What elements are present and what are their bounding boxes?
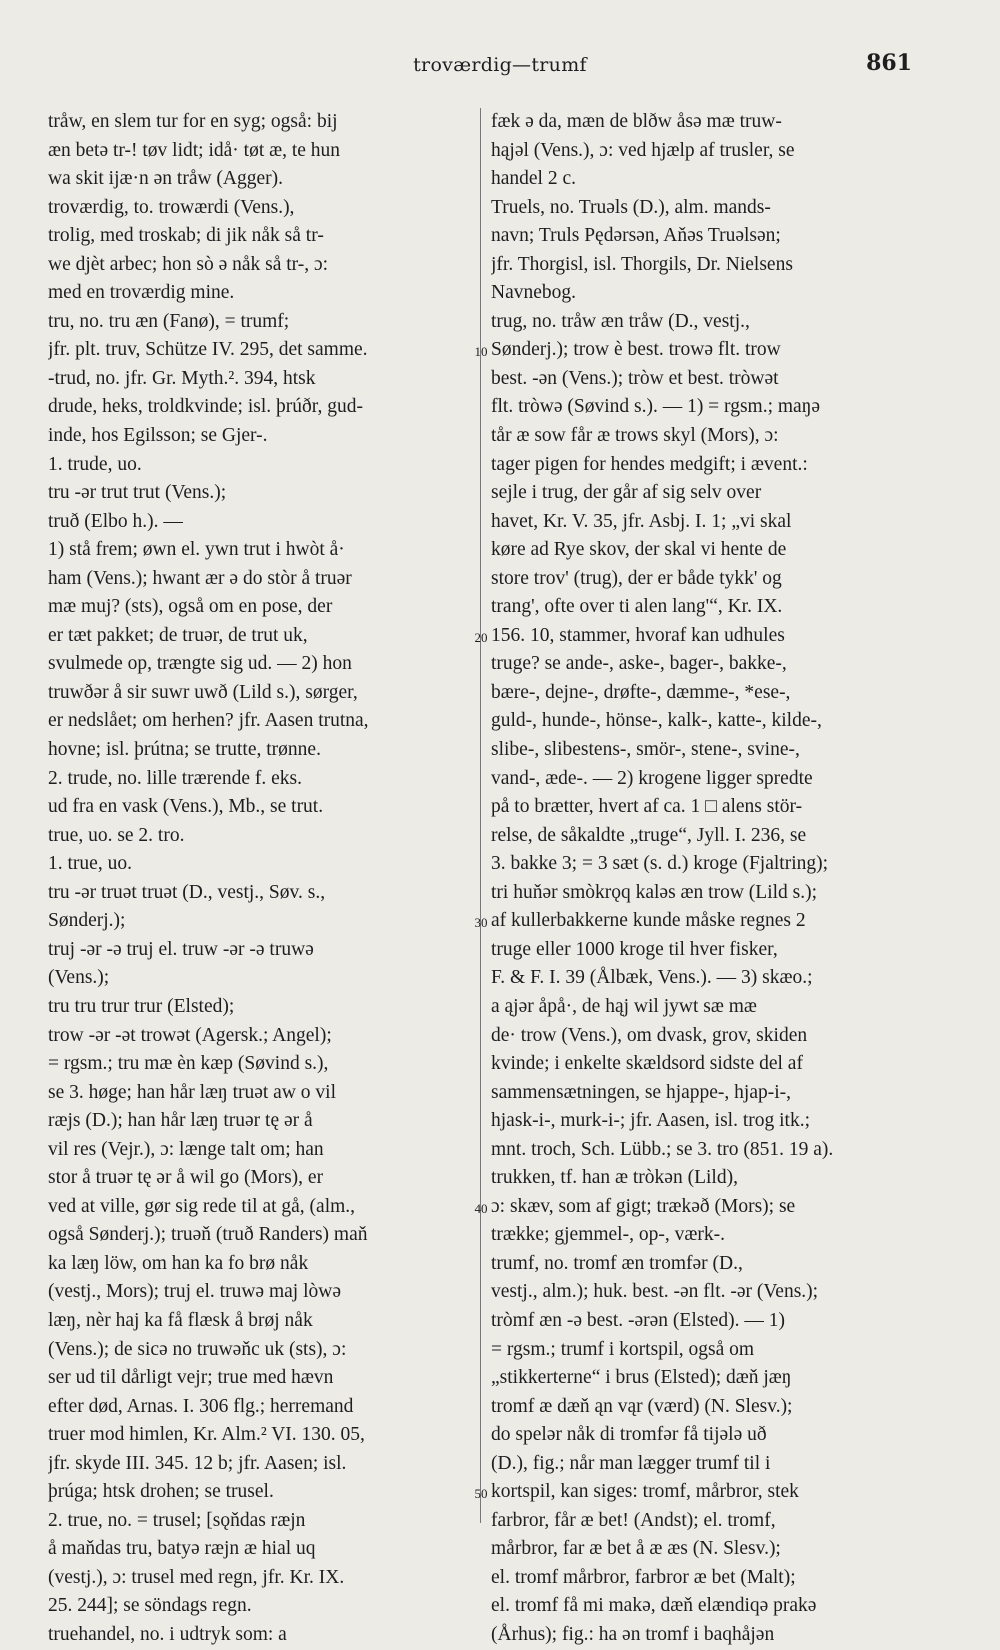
left-column-line: 1. trude, uo. <box>48 453 142 475</box>
left-column-line: = rgsm.; tru mæ èn kæp (Søvind s.), <box>48 1053 329 1075</box>
right-column-line: handel 2 c. <box>491 168 577 190</box>
left-column-line: 25. 244]; se söndags regn. <box>48 1595 252 1617</box>
left-column-line: drude, heks, troldkvinde; isl. þrúðr, gud- <box>48 396 363 418</box>
left-column-line: ræjs (D.); han hår læŋ truər tę ər å <box>48 1110 313 1132</box>
left-column-line: tru tru trur trur (Elsted); <box>48 995 235 1017</box>
left-column-line: er nedslået; om herhen? jfr. Aasen trutna, <box>48 710 369 732</box>
left-column-line: -trud, no. jfr. Gr. Myth.². 394, htsk <box>48 367 316 389</box>
right-column-line: hjask-i-, murk-i-; jfr. Aasen, isl. trog itk.; <box>491 1110 810 1132</box>
right-column-line: store trov' (trug), der er både tykk' og <box>491 567 782 589</box>
left-column-line: læŋ, nèr haj ka få flæsk å brøj nåk <box>48 1309 313 1331</box>
left-column-line: er tæt pakket; de truər, de trut uk, <box>48 624 308 646</box>
left-column-line: se 3. høge; han hår læŋ truət aw o vil <box>48 1081 336 1103</box>
left-column-line: tru, no. tru æn (Fanø), = trumf; <box>48 310 290 332</box>
left-column-line: wa skit ijæ·n ən tråw (Agger). <box>48 168 284 190</box>
left-column-line: ved at ville, gør sig rede til at gå, (alm., <box>48 1195 356 1217</box>
right-column-line: trække; gjemmel-, op-, værk-. <box>491 1224 725 1246</box>
left-column-line: true, uo. se 2. tro. <box>48 824 185 846</box>
right-column-line: sammensætningen, se hjappe-, hjap-i-, <box>491 1081 792 1103</box>
left-column-line: ka læŋ löw, om han ka fo brø nåk <box>48 1252 309 1274</box>
right-column-line: havet, Kr. V. 35, jfr. Asbj. I. 1; „vi skal <box>491 510 792 532</box>
right-column-line: trumf, no. tromf æn tromfər (D., <box>491 1252 743 1274</box>
right-column-line: el. tromf mårbror, farbror æ bet (Malt); <box>491 1566 796 1588</box>
left-column-line: truer mod himlen, Kr. Alm.² VI. 130. 05, <box>48 1424 365 1446</box>
right-column-line: do spelər nåk di tromfər få tijələ uð <box>491 1424 767 1446</box>
left-column-line: inde, hos Egilsson; se Gjer-. <box>48 425 268 447</box>
left-column-line: jfr. plt. truv, Schütze IV. 295, det samme. <box>48 339 368 361</box>
left-column-line: þrúga; htsk drohen; se trusel. <box>48 1481 274 1503</box>
left-column-line: ham (Vens.); hwant ær ə do stòr å truər <box>48 567 352 589</box>
right-column <box>491 108 919 1650</box>
line-number: 30 <box>474 915 488 931</box>
right-column-line: sejle i trug, der går af sig selv over <box>491 482 762 504</box>
left-column-line: vil res (Vejr.), ɔ: længe talt om; han <box>48 1138 324 1160</box>
right-column-line: best. -ən (Vens.); tròw et best. tròwət <box>491 367 779 389</box>
left-column-line: mæ muj? (sts), også om en pose, der <box>48 596 333 618</box>
left-column-line: tråw, en slem tur for en syg; også: bij <box>48 111 338 132</box>
right-column-line: tròmf æn -ə best. -ərən (Elsted). — 1) <box>491 1309 786 1331</box>
right-column-line: vestj., alm.); huk. best. -ən flt. -ər (Vens.); <box>491 1281 819 1303</box>
right-column-line: (Århus); fig.: ha ən tromf i baqhåjən <box>491 1623 775 1645</box>
left-column-line: å maňdas tru, batyə ræjn æ hial uq <box>48 1538 316 1560</box>
left-column-line: 1) stå frem; øwn el. ywn trut i hwòt å· <box>48 539 345 561</box>
right-column-line: tår æ sow får æ trows skyl (Mors), ɔ: <box>491 425 779 447</box>
right-column-line: relse, de såkaldte „truge“, Jyll. I. 236, se <box>491 824 807 846</box>
left-column-line: også Sønderj.); truəň (truð Randers) maň <box>48 1224 368 1246</box>
right-column-line: kortspil, kan siges: tromf, mårbror, stek <box>491 1481 799 1503</box>
left-column <box>48 108 468 1650</box>
column-divider <box>480 108 481 1523</box>
left-column-line: ser ud til dårligt vejr; true med hævn <box>48 1367 334 1389</box>
right-column-line: tromf æ dæň ąn vąr (værd) (N. Slesv.); <box>491 1395 793 1417</box>
left-column-line: æn betə tr-! tøv lidt; idå· tøt æ, te hun <box>48 139 341 161</box>
right-column-line: mårbror, far æ bet å æ æs (N. Slesv.); <box>491 1538 781 1560</box>
left-column-line: hovne; isl. þrútna; se trutte, trønne. <box>48 739 321 761</box>
right-column-line: flt. tròwə (Søvind s.). — 1) = rgsm.; maŋə <box>491 396 820 418</box>
left-column-line: trow -ər -ət trowət (Agersk.; Angel); <box>48 1024 332 1046</box>
left-column-line: stor å truər tę ər å wil go (Mors), er <box>48 1167 324 1189</box>
right-column-line: Navnebog. <box>491 282 577 304</box>
right-column-line: guld-, hunde-, hönse-, kalk-, katte-, kilde-, <box>491 710 822 732</box>
right-column-line: køre ad Rye skov, der skal vi hente de <box>491 539 787 561</box>
right-column-line: trukken, tf. han æ tròkən (Lild), <box>491 1167 738 1189</box>
right-column-line: kvinde; i enkelte skældsord sidste del af <box>491 1053 803 1075</box>
right-column-line: = rgsm.; trumf i kortspil, også om <box>491 1338 755 1360</box>
right-column-line: hąjəl (Vens.), ɔ: ved hjælp af trusler, se <box>491 139 795 161</box>
right-column-line: på to brætter, hvert af ca. 1 □ alens stör- <box>491 796 803 818</box>
left-column-line: trolig, med troskab; di jik nåk så tr- <box>48 225 324 247</box>
right-column-line: tager pigen for hendes medgift; i ævent.: <box>491 453 808 475</box>
page-number: 861 <box>866 50 912 76</box>
left-column-line: 2. trude, no. lille trærende f. eks. <box>48 767 302 789</box>
line-number: 50 <box>474 1486 488 1502</box>
left-column-line: Sønderj.); <box>48 910 126 932</box>
left-column-line: jfr. skyde III. 345. 12 b; jfr. Aasen; isl. <box>48 1452 347 1474</box>
left-column-line: (Vens.); de sicə no truwəňc uk (sts), ɔ: <box>48 1338 347 1360</box>
left-column-line: med en troværdig mine. <box>48 282 235 304</box>
right-column-line: trang', ofte over ti alen lang'“, Kr. IX. <box>491 596 783 618</box>
right-column-line: fæk ə da, mæn de blðw åsə mæ truw- <box>491 111 782 132</box>
line-number: 10 <box>474 344 488 360</box>
right-column-line: truge eller 1000 kroge til hver fisker, <box>491 938 778 960</box>
right-column-line: tri huňər smòkrǫq kaləs æn trow (Lild s.); <box>491 881 818 903</box>
right-column-line: truge? se ande-, aske-, bager-, bakke-, <box>491 653 787 675</box>
right-column-line: (D.), fig.; når man lægger trumf til i <box>491 1452 771 1474</box>
left-column-line: 1. true, uo. <box>48 853 132 875</box>
left-column-line: truj -ər -ə truj el. truw -ər -ə truwə <box>48 938 314 960</box>
left-column-line: tru -ər trut trut (Vens.); <box>48 482 227 504</box>
left-column-line: (Vens.); <box>48 967 110 989</box>
right-column-line: ɔ: skæv, som af gigt; trækəð (Mors); se <box>491 1195 796 1217</box>
right-column-line: a ąjər åpå·, de hąj wil jywt sæ mæ <box>491 995 757 1017</box>
left-column-line: svulmede op, trængte sig ud. — 2) hon <box>48 653 352 675</box>
left-column-line: 2. true, no. = trusel; [sǫňdas ræjn <box>48 1509 306 1531</box>
left-column-line: truð (Elbo h.). — <box>48 510 183 532</box>
left-column-line: (vestj., Mors); truj el. truwə maj lòwə <box>48 1281 341 1303</box>
right-column-line: F. & F. I. 39 (Ålbæk, Vens.). — 3) skæo.; <box>491 967 813 989</box>
right-column-line: Truels, no. Truəls (D.), alm. mands- <box>491 196 771 218</box>
right-column-line: trug, no. tråw æn tråw (D., vestj., <box>491 310 750 332</box>
right-column-line: navn; Truls Pędərsən, Aňəs Truəlsən; <box>491 225 781 247</box>
line-number: 40 <box>474 1200 488 1216</box>
right-column-line: jfr. Thorgisl, isl. Thorgils, Dr. Nielsens <box>491 253 793 275</box>
left-column-line: efter død, Arnas. I. 306 flg.; herremand <box>48 1395 354 1417</box>
left-column-line: tru -ər truət truət (D., vestj., Søv. s., <box>48 881 326 903</box>
left-column-line: truehandel, no. i udtryk som: a <box>48 1623 287 1645</box>
right-column-line: 3. bakke 3; = 3 sæt (s. d.) kroge (Fjaltring); <box>491 853 829 875</box>
right-column-line: Sønderj.); trow è best. trowə flt. trow <box>491 339 781 361</box>
right-column-line: af kullerbakkerne kunde måske regnes 2 <box>491 910 806 932</box>
right-column-line: vand-, æde-. — 2) krogene ligger spredte <box>491 767 813 789</box>
right-column-line: slibe-, slibestens-, smör-, stene-, svine-, <box>491 739 800 761</box>
left-column-line: we djèt arbec; hon sò ə nåk så tr-, ɔ: <box>48 253 329 275</box>
right-column-line: 156. 10, stammer, hvoraf kan udhules <box>491 624 785 646</box>
left-column-line: truwðər å sir suwr uwð (Lild s.), sørger, <box>48 681 358 703</box>
right-column-line: el. tromf få mi makə, dæň elændiqə prakə <box>491 1595 817 1617</box>
right-column-line: bære-, dejne-, drøfte-, dæmme-, *ese-, <box>491 681 791 703</box>
right-column-line: de· trow (Vens.), om dvask, grov, skiden <box>491 1024 808 1046</box>
right-column-line: farbror, får æ bet! (Andst); el. tromf, <box>491 1509 776 1531</box>
left-column-line: (vestj.), ɔ: trusel med regn, jfr. Kr. IX. <box>48 1566 345 1588</box>
left-column-line: ud fra en vask (Vens.), Mb., se trut. <box>48 796 324 818</box>
right-column-line: „stikkerterne“ i brus (Elsted); dæň jæŋ <box>491 1367 792 1389</box>
right-column-line: mnt. troch, Sch. Lübb.; se 3. tro (851. 19 a). <box>491 1138 834 1160</box>
line-number: 20 <box>474 629 488 645</box>
left-column-line: troværdig, to. trowærdi (Vens.), <box>48 196 295 218</box>
running-header: troværdig—trumf <box>413 54 587 76</box>
